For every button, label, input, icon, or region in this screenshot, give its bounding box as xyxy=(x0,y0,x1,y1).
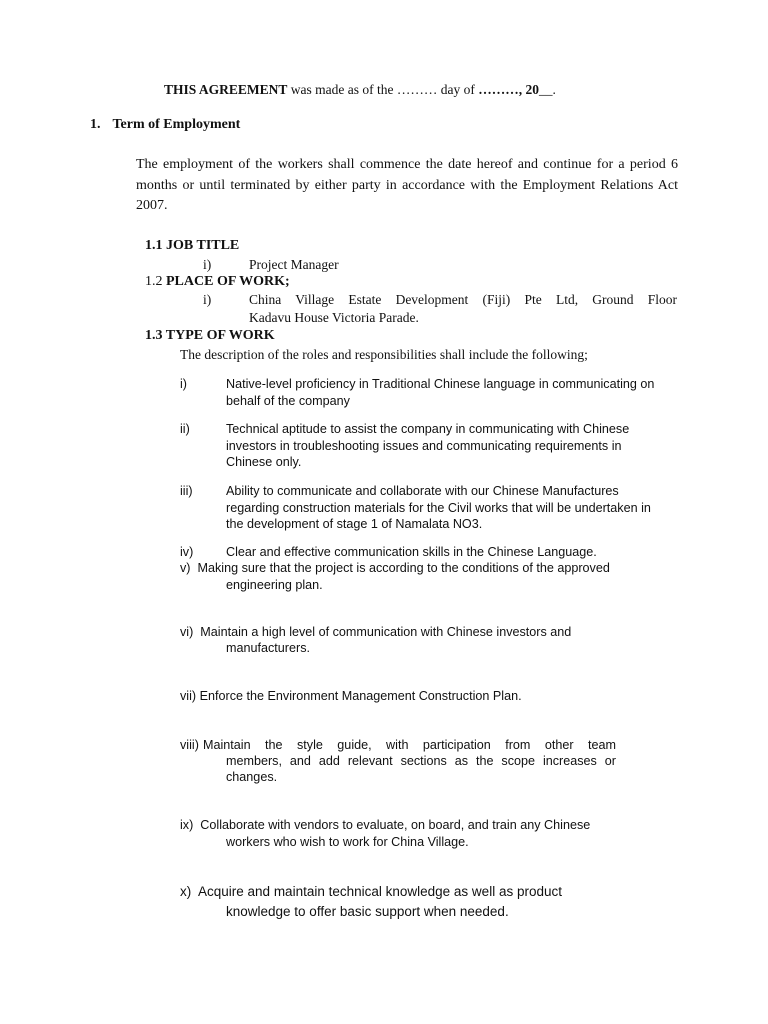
type-of-work-intro: The description of the roles and responsibilities shall include the following; xyxy=(180,347,588,362)
duty-item-line-1: ix) Collaborate with vendors to evaluate, on board, and train any Chinese xyxy=(180,818,591,832)
duty-item-line-3: changes. xyxy=(226,770,278,784)
duty-item-number: iv) xyxy=(180,545,194,559)
section-heading xyxy=(90,117,240,133)
agreement-tail: __. xyxy=(538,82,556,97)
agreement-bold-lead: THIS AGREEMENT xyxy=(164,82,288,97)
section-title: Term of Employment xyxy=(112,117,241,132)
duty-item-line-1: vi) Maintain a high level of communication with Chinese investors and xyxy=(180,625,572,639)
duty-item-line-2: workers who wish to work for China Village. xyxy=(226,835,469,849)
duty-item-number: viii) xyxy=(180,738,199,752)
agreement-mid: was made as of the ……… day of xyxy=(287,82,479,97)
duty-item-number: iii) xyxy=(180,484,193,498)
job-title-item-text: Project Manager xyxy=(249,257,339,272)
place-of-work-line-1: China Village Estate Development (Fiji) Pte Ltd, Ground Floor xyxy=(249,292,677,307)
duty-item-line-2: knowledge to offer basic support when needed. xyxy=(226,904,509,919)
place-of-work-item-number: i) xyxy=(203,292,212,307)
duty-item-text: Native-level proficiency in Traditional Chinese language in communicating on behalf of the company xyxy=(226,377,655,408)
agreement-year: 20 xyxy=(525,82,539,97)
agreement-line xyxy=(164,82,556,98)
duty-item-line-1: v) Making sure that the project is according to the conditions of the approved xyxy=(180,561,610,575)
duty-item-line-1: Maintain the style guide, with participation from other team xyxy=(203,738,616,752)
duty-item-line-2: engineering plan. xyxy=(226,578,323,592)
section-number: 1. xyxy=(90,117,101,132)
duty-item-line-1: x) Acquire and maintain technical knowledge as well as product xyxy=(180,884,562,899)
duty-item-line-2: manufacturers. xyxy=(226,641,310,655)
agreement-bold-dots: ………, xyxy=(478,82,526,97)
duty-item-number: i) xyxy=(180,377,187,391)
duty-item-line-2: members, and add relevant sections as the scope increases or xyxy=(226,754,616,768)
job-title-heading: 1.1 JOB TITLE xyxy=(145,238,240,253)
duty-item-text: Technical aptitude to assist the company in communicating with Chinese investors in troubleshooting issues and communicating requirements in Chinese only. xyxy=(226,422,630,469)
duty-item-text: Ability to communicate and collaborate with our Chinese Manufactures regarding construction materials for the Civil works that will be undertaken in the development of stage 1 of Namalata NO3. xyxy=(226,484,651,531)
type-of-work-heading: 1.3 TYPE OF WORK xyxy=(145,328,275,343)
duty-item-line-1: vii) Enforce the Environment Management Construction Plan. xyxy=(180,689,522,703)
section-paragraph: The employment of the workers shall commence the date hereof and continue for a period 6 months or until terminated by either party in accordance with the Employment Relations Act 2007. xyxy=(136,157,678,213)
place-of-work-line-2: Kadavu House Victoria Parade. xyxy=(249,310,419,325)
job-title-item-number: i) xyxy=(203,257,212,272)
place-of-work-heading: 1.2 PLACE OF WORK; xyxy=(145,274,290,289)
duty-item-number: ii) xyxy=(180,422,190,436)
duty-item-text: Clear and effective communication skills in the Chinese Language. xyxy=(226,545,597,559)
